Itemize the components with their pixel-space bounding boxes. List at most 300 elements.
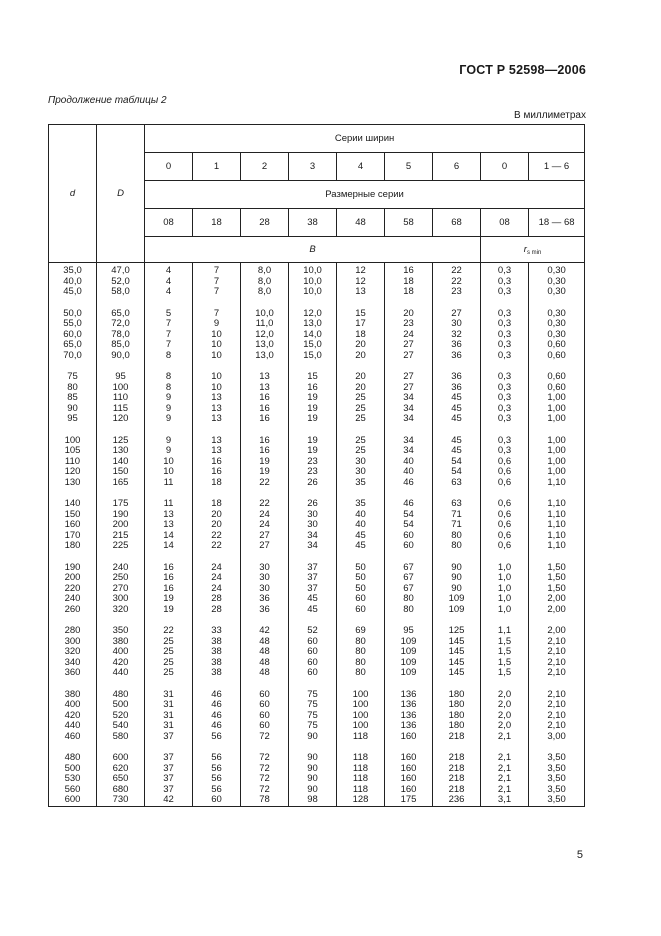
table-cell: 22 — [433, 266, 481, 277]
table-cell: 46 — [193, 711, 241, 722]
table-cell: 37 — [145, 732, 193, 743]
table-cell: 360 — [49, 668, 97, 679]
table-cell: 1,5 — [481, 658, 529, 669]
dimension-series-cell: 28 — [241, 209, 289, 237]
table-cell: 25 — [145, 658, 193, 669]
header-width-series: Серии ширин — [145, 125, 585, 153]
table-cell: 19 — [145, 594, 193, 605]
table-cell: 25 — [337, 393, 385, 404]
width-series-cell: 6 — [433, 153, 481, 181]
table-cell: 48 — [241, 647, 289, 658]
table-row — [49, 668, 585, 679]
table-cell: 90 — [289, 785, 337, 796]
table-cell: 218 — [433, 732, 481, 743]
table-cell: 160 — [385, 774, 433, 785]
table-cell: 1,0 — [481, 594, 529, 605]
table-cell: 218 — [433, 785, 481, 796]
table-cell: 9 — [145, 404, 193, 415]
table-cell: 0,3 — [481, 287, 529, 298]
table-cell: 1,10 — [529, 541, 585, 552]
table-cell: 34 — [289, 541, 337, 552]
table-cell: 31 — [145, 690, 193, 701]
table-cell: 14 — [145, 541, 193, 552]
table-cell: 120 — [49, 467, 97, 478]
table-cell: 37 — [289, 563, 337, 574]
table-cell: 78,0 — [97, 330, 145, 341]
table-cell: 37 — [145, 774, 193, 785]
table-cell: 33 — [193, 626, 241, 637]
table-cell: 8,0 — [241, 266, 289, 277]
table-cell: 13 — [145, 520, 193, 531]
table-cell: 38 — [193, 637, 241, 648]
table-cell: 16 — [241, 436, 289, 447]
table-cell: 34 — [385, 404, 433, 415]
table-cell: 67 — [385, 573, 433, 584]
table-cell: 2,00 — [529, 626, 585, 637]
table-cell: 36 — [433, 351, 481, 362]
table-cell: 1,00 — [529, 457, 585, 468]
table-cell: 60 — [241, 711, 289, 722]
table-cell: 27 — [385, 340, 433, 351]
table-cell: 16 — [145, 573, 193, 584]
table-cell: 19 — [289, 404, 337, 415]
table-cell: 27 — [241, 541, 289, 552]
table-cell: 16 — [241, 414, 289, 425]
table-cell: 85 — [49, 393, 97, 404]
table-cell: 118 — [337, 732, 385, 743]
table-cell: 45,0 — [49, 287, 97, 298]
table-cell: 145 — [433, 647, 481, 658]
table-cell: 1,00 — [529, 393, 585, 404]
table-cell: 160 — [385, 753, 433, 764]
table-cell: 45 — [433, 414, 481, 425]
table-cell: 2,10 — [529, 637, 585, 648]
table-cell: 58,0 — [97, 287, 145, 298]
table-cell: 75 — [289, 690, 337, 701]
table-cell: 90 — [289, 774, 337, 785]
table-cell: 136 — [385, 711, 433, 722]
table-cell: 2,0 — [481, 711, 529, 722]
table-row — [49, 414, 585, 425]
table-cell: 90 — [49, 404, 97, 415]
table-cell: 130 — [97, 446, 145, 457]
table-cell: 2,00 — [529, 605, 585, 616]
table-continuation-caption: Продолжение таблицы 2 — [48, 95, 167, 106]
table-cell: 46 — [193, 700, 241, 711]
table-cell: 16 — [289, 383, 337, 394]
table-cell: 80 — [385, 594, 433, 605]
table-cell: 40 — [385, 467, 433, 478]
table-cell: 9 — [193, 319, 241, 330]
table-cell: 16 — [145, 584, 193, 595]
table-cell: 13 — [193, 404, 241, 415]
table-cell: 90 — [433, 563, 481, 574]
table-cell: 42 — [241, 626, 289, 637]
table-cell: 1,50 — [529, 573, 585, 584]
table-cell: 110 — [97, 393, 145, 404]
table-cell: 25 — [145, 668, 193, 679]
table-cell: 15,0 — [289, 340, 337, 351]
table-cell: 46 — [385, 478, 433, 489]
table-cell: 50 — [337, 584, 385, 595]
table-cell: 67 — [385, 584, 433, 595]
table-cell: 300 — [49, 637, 97, 648]
table-cell: 128 — [337, 795, 385, 807]
table-cell: 60 — [385, 531, 433, 542]
table-cell: 34 — [385, 393, 433, 404]
table-cell: 46 — [193, 690, 241, 701]
table-row — [49, 319, 585, 330]
table-row — [49, 372, 585, 383]
table-row — [49, 478, 585, 489]
table-cell: 300 — [97, 594, 145, 605]
table-cell: 1,00 — [529, 414, 585, 425]
table-cell: 160 — [385, 785, 433, 796]
table-cell: 1,10 — [529, 531, 585, 542]
table-cell: 380 — [97, 637, 145, 648]
table-cell: 16 — [385, 266, 433, 277]
table-cell: 30 — [289, 510, 337, 521]
table-cell: 30 — [241, 584, 289, 595]
table-cell: 118 — [337, 774, 385, 785]
table-cell: 35 — [337, 478, 385, 489]
table-cell: 95 — [49, 414, 97, 425]
table-cell: 25 — [145, 637, 193, 648]
table-cell: 650 — [97, 774, 145, 785]
table-cell: 48 — [241, 668, 289, 679]
table-cell: 20 — [337, 372, 385, 383]
table-cell: 75 — [289, 721, 337, 732]
units-note: В миллиметрах — [514, 110, 586, 121]
table-cell: 13,0 — [241, 340, 289, 351]
table-cell: 2,0 — [481, 721, 529, 732]
dimension-series-cell: 58 — [385, 209, 433, 237]
table-cell: 0,6 — [481, 510, 529, 521]
table-cell: 72 — [241, 774, 289, 785]
table-cell: 37 — [145, 753, 193, 764]
table-cell: 0,6 — [481, 467, 529, 478]
table-cell: 7 — [145, 319, 193, 330]
table-cell: 60 — [241, 721, 289, 732]
table-cell: 30 — [433, 319, 481, 330]
table-cell: 320 — [49, 647, 97, 658]
table-cell: 80 — [385, 605, 433, 616]
table-cell: 160 — [385, 764, 433, 775]
table-cell: 730 — [97, 795, 145, 807]
table-cell: 100 — [337, 711, 385, 722]
table-cell: 45 — [433, 446, 481, 457]
table-row — [49, 732, 585, 743]
table-cell: 9 — [145, 446, 193, 457]
table-row — [49, 541, 585, 552]
table-cell: 2,0 — [481, 700, 529, 711]
table-cell: 0,30 — [529, 330, 585, 341]
table-cell: 27 — [385, 372, 433, 383]
table-cell: 12 — [337, 266, 385, 277]
table-cell: 23 — [433, 287, 481, 298]
width-series-cell: 3 — [289, 153, 337, 181]
table-cell: 90 — [289, 764, 337, 775]
table-cell: 48 — [241, 658, 289, 669]
table-cell: 65,0 — [49, 340, 97, 351]
table-cell: 46 — [385, 499, 433, 510]
table-cell: 17 — [337, 319, 385, 330]
table-cell: 1,00 — [529, 446, 585, 457]
table-cell: 35,0 — [49, 266, 97, 277]
table-cell: 100 — [337, 700, 385, 711]
table-cell: 109 — [433, 594, 481, 605]
table-cell: 1,00 — [529, 436, 585, 447]
table-cell: 14,0 — [289, 330, 337, 341]
table-cell: 54 — [385, 510, 433, 521]
table-cell: 75 — [289, 700, 337, 711]
table-cell: 160 — [385, 732, 433, 743]
table-cell: 54 — [385, 520, 433, 531]
table-cell: 38 — [193, 658, 241, 669]
table-cell: 110 — [49, 457, 97, 468]
table-cell: 225 — [97, 541, 145, 552]
table-cell: 27 — [433, 309, 481, 320]
table-cell: 60 — [289, 658, 337, 669]
table-cell: 45 — [289, 605, 337, 616]
table-cell: 22 — [433, 277, 481, 288]
table-cell: 60 — [241, 700, 289, 711]
table-cell: 440 — [49, 721, 97, 732]
table-cell: 13 — [193, 393, 241, 404]
table-cell: 47,0 — [97, 266, 145, 277]
table-cell: 480 — [97, 690, 145, 701]
table-cell: 16 — [241, 393, 289, 404]
table-cell: 0,3 — [481, 404, 529, 415]
bearing-dimensions-table — [48, 124, 585, 807]
table-cell: 1,0 — [481, 605, 529, 616]
table-cell: 420 — [97, 658, 145, 669]
table-cell: 109 — [385, 658, 433, 669]
table-cell: 100 — [337, 690, 385, 701]
dimension-series-cell: 68 — [433, 209, 481, 237]
table-row — [49, 721, 585, 732]
table-cell: 0,60 — [529, 372, 585, 383]
table-cell: 600 — [97, 753, 145, 764]
table-cell: 90 — [433, 573, 481, 584]
header-r-subscript: s min — [526, 249, 542, 256]
table-cell: 46 — [193, 721, 241, 732]
table-cell: 100 — [49, 436, 97, 447]
table-cell: 95 — [385, 626, 433, 637]
table-cell: 1,10 — [529, 478, 585, 489]
dimension-series-cell: 38 — [289, 209, 337, 237]
table-cell: 19 — [289, 436, 337, 447]
table-cell: 320 — [97, 605, 145, 616]
table-cell: 400 — [49, 700, 97, 711]
table-row — [49, 626, 585, 637]
table-cell: 32 — [433, 330, 481, 341]
table-cell: 0,6 — [481, 520, 529, 531]
table-cell: 2,1 — [481, 785, 529, 796]
dimension-series-cell: 08 — [481, 209, 529, 237]
table-cell: 24 — [193, 563, 241, 574]
table-cell: 72 — [241, 785, 289, 796]
table-cell: 136 — [385, 690, 433, 701]
table-cell: 2,10 — [529, 668, 585, 679]
table-cell: 0,6 — [481, 478, 529, 489]
table-cell: 270 — [97, 584, 145, 595]
table-cell: 30 — [241, 563, 289, 574]
table-cell: 13,0 — [289, 319, 337, 330]
table-cell: 4 — [145, 287, 193, 298]
table-cell: 10,0 — [289, 287, 337, 298]
width-series-cell: 1 — 6 — [529, 153, 585, 181]
table-cell: 120 — [97, 414, 145, 425]
table-cell: 140 — [49, 499, 97, 510]
table-cell: 0,3 — [481, 393, 529, 404]
table-cell: 1,1 — [481, 626, 529, 637]
table-cell: 71 — [433, 510, 481, 521]
table-cell: 136 — [385, 700, 433, 711]
table-cell: 7 — [193, 287, 241, 298]
table-row — [49, 753, 585, 764]
table-cell: 136 — [385, 721, 433, 732]
table-cell: 10 — [145, 467, 193, 478]
table-cell: 560 — [49, 785, 97, 796]
table-cell: 8 — [145, 372, 193, 383]
table-cell: 109 — [433, 605, 481, 616]
table-cell: 15 — [289, 372, 337, 383]
table-cell: 63 — [433, 478, 481, 489]
table-cell: 24 — [385, 330, 433, 341]
table-cell: 3,00 — [529, 732, 585, 743]
table-cell: 71 — [433, 520, 481, 531]
table-cell: 52 — [289, 626, 337, 637]
table-cell: 0,3 — [481, 351, 529, 362]
table-cell: 400 — [97, 647, 145, 658]
table-cell: 10 — [193, 372, 241, 383]
table-cell: 22 — [145, 626, 193, 637]
table-cell: 9 — [145, 393, 193, 404]
table-cell: 34 — [385, 436, 433, 447]
table-cell: 11 — [145, 478, 193, 489]
table-cell: 10,0 — [289, 266, 337, 277]
table-cell: 18 — [385, 277, 433, 288]
table-cell: 19 — [241, 467, 289, 478]
table-cell: 2,10 — [529, 690, 585, 701]
table-cell: 10 — [193, 351, 241, 362]
table-cell: 0,30 — [529, 309, 585, 320]
table-cell: 145 — [433, 637, 481, 648]
table-cell: 130 — [49, 478, 97, 489]
table-cell: 37 — [145, 785, 193, 796]
table-cell: 0,3 — [481, 330, 529, 341]
table-row — [49, 287, 585, 298]
table-cell: 30 — [337, 457, 385, 468]
table-cell: 30 — [337, 467, 385, 478]
table-cell: 0,60 — [529, 351, 585, 362]
table-cell: 16 — [145, 563, 193, 574]
table-cell: 0,30 — [529, 319, 585, 330]
table-cell: 31 — [145, 700, 193, 711]
table-cell: 12 — [337, 277, 385, 288]
table-cell: 37 — [289, 573, 337, 584]
table-cell: 500 — [49, 764, 97, 775]
header-d: d — [49, 125, 97, 263]
table-cell: 0,60 — [529, 340, 585, 351]
table-cell: 30 — [241, 573, 289, 584]
table-cell: 72,0 — [97, 319, 145, 330]
table-cell: 15,0 — [289, 351, 337, 362]
table-cell: 3,1 — [481, 795, 529, 807]
table-cell: 45 — [433, 404, 481, 415]
table-cell: 180 — [433, 711, 481, 722]
table-cell: 85,0 — [97, 340, 145, 351]
table-cell: 50,0 — [49, 309, 97, 320]
table-cell: 95 — [97, 372, 145, 383]
table-cell: 16 — [241, 404, 289, 415]
table-cell: 90 — [289, 732, 337, 743]
table-cell: 0,60 — [529, 383, 585, 394]
table-cell: 27 — [385, 351, 433, 362]
dimension-series-cell: 18 — [193, 209, 241, 237]
table-cell: 0,3 — [481, 266, 529, 277]
table-cell: 25 — [337, 414, 385, 425]
table-cell: 19 — [289, 414, 337, 425]
table-cell: 260 — [49, 605, 97, 616]
table-cell: 20 — [337, 383, 385, 394]
table-cell: 1,10 — [529, 510, 585, 521]
table-cell: 19 — [241, 457, 289, 468]
page-number: 5 — [576, 849, 583, 861]
table-cell: 0,3 — [481, 436, 529, 447]
table-cell: 0,3 — [481, 446, 529, 457]
table-cell: 27 — [241, 531, 289, 542]
table-cell: 180 — [433, 700, 481, 711]
table-cell: 8 — [145, 351, 193, 362]
table-cell: 165 — [97, 478, 145, 489]
table-cell: 8 — [145, 383, 193, 394]
table-cell: 22 — [241, 478, 289, 489]
table-cell: 52,0 — [97, 277, 145, 288]
table-cell: 2,00 — [529, 594, 585, 605]
table-cell: 60,0 — [49, 330, 97, 341]
width-series-cell: 0 — [481, 153, 529, 181]
table-cell: 3,50 — [529, 753, 585, 764]
table-cell: 2,1 — [481, 732, 529, 743]
table-cell: 34 — [289, 531, 337, 542]
table-cell: 115 — [97, 404, 145, 415]
table-cell: 60 — [337, 605, 385, 616]
table-cell: 23 — [289, 457, 337, 468]
table-cell: 31 — [145, 711, 193, 722]
table-row — [49, 340, 585, 351]
table-cell: 13 — [337, 287, 385, 298]
table-cell: 60 — [385, 541, 433, 552]
table-cell: 36 — [241, 594, 289, 605]
table-cell: 50 — [337, 573, 385, 584]
table-cell: 37 — [289, 584, 337, 595]
table-cell: 125 — [97, 436, 145, 447]
table-row — [49, 520, 585, 531]
table-cell: 440 — [97, 668, 145, 679]
table-cell: 40,0 — [49, 277, 97, 288]
table-row — [49, 467, 585, 478]
table-cell: 9 — [145, 436, 193, 447]
table-cell: 150 — [97, 467, 145, 478]
table-cell: 80 — [337, 637, 385, 648]
table-cell: 24 — [193, 573, 241, 584]
table-cell: 48 — [241, 637, 289, 648]
table-cell: 80 — [337, 647, 385, 658]
table-cell: 0,6 — [481, 457, 529, 468]
table-cell: 175 — [97, 499, 145, 510]
